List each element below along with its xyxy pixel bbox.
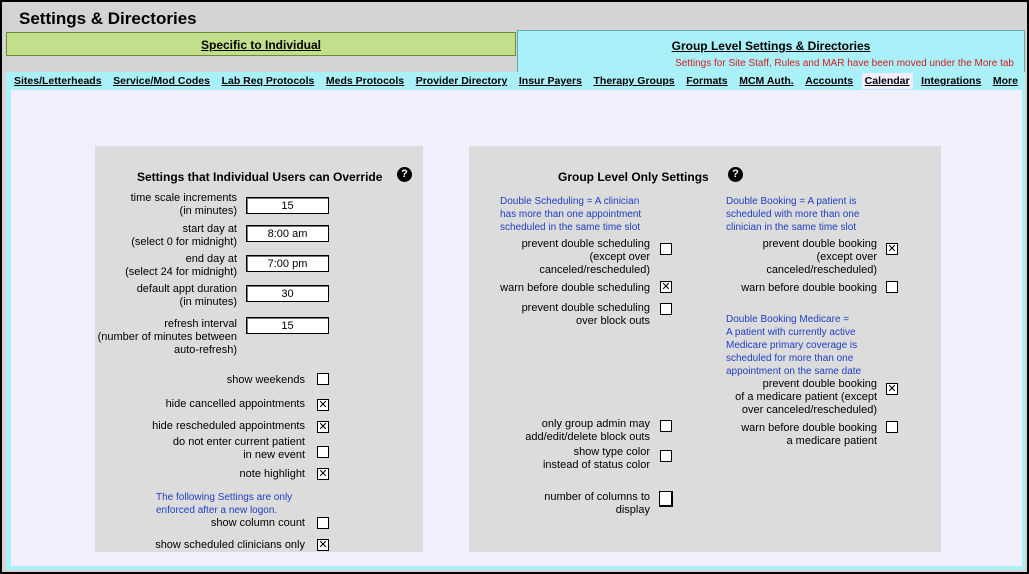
no-current-patient-checkbox[interactable] (317, 446, 329, 458)
appt-duration-label: default appt duration (in minutes) (136, 283, 237, 308)
refresh-interval-field[interactable] (246, 317, 329, 334)
num-columns-checkbox[interactable] (659, 491, 673, 507)
hide-rescheduled-label: hide rescheduled appointments (152, 420, 305, 432)
subtab-more[interactable]: More (992, 75, 1018, 87)
admin-block-outs-label: only group admin may add/edit/delete block outs (525, 418, 650, 443)
subtab-sites-letterheads[interactable]: Sites/Letterheads (14, 75, 102, 87)
group-moved-note: Settings for Site Staff, Rules and MAR have been moved under the More tab (675, 58, 1014, 69)
sub-tab-bar (11, 72, 1021, 90)
no-current-patient-label: do not enter current patient in new event (172, 436, 305, 461)
prevent-double-scheduling-label: prevent double scheduling (except over canceled/rescheduled) (521, 238, 650, 276)
type-color-checkbox[interactable] (660, 450, 672, 462)
subtab-provider-directory[interactable]: Provider Directory (415, 75, 508, 87)
tab-group-level-settings[interactable] (517, 30, 1025, 72)
tab-specific-to-individual[interactable]: Specific to Individual (6, 32, 516, 56)
prevent-double-booking-label: prevent double booking (except over canceled/rescheduled) (762, 238, 877, 276)
show-column-count-label: show column count (210, 517, 305, 529)
warn-double-scheduling-checkbox[interactable]: ✕ (661, 280, 671, 293)
calendar-settings-pane (11, 90, 1022, 566)
warn-double-booking-label: warn before double booking (741, 282, 877, 294)
hide-cancelled-label: hide cancelled appointments (165, 398, 305, 410)
note-highlight-label: note highlight (239, 468, 305, 480)
subtab-meds-protocols[interactable]: Meds Protocols (325, 75, 405, 87)
admin-block-outs-checkbox[interactable] (660, 420, 672, 432)
help-icon[interactable]: ? (397, 167, 412, 182)
prevent-medicare-label: prevent double booking of a medicare patient (except over canceled/rescheduled) (735, 378, 877, 416)
start-day-label: start day at (select 0 for midnight) (131, 223, 237, 248)
group-only-title: Group Level Only Settings (558, 170, 709, 184)
show-scheduled-checkbox[interactable]: ✕ (318, 538, 328, 551)
page-title: Settings & Directories (19, 9, 197, 28)
subtab-calendar[interactable]: Calendar (862, 73, 913, 89)
prevent-block-outs-checkbox[interactable] (660, 303, 672, 315)
help-icon[interactable]: ? (728, 167, 743, 182)
prevent-block-outs-label: prevent double scheduling over block outs (521, 302, 650, 327)
appt-duration-field[interactable] (246, 285, 329, 302)
warn-double-booking-checkbox[interactable] (886, 281, 898, 293)
user-override-panel (95, 146, 423, 552)
subtab-mcm-auth[interactable]: MCM Auth. (739, 75, 794, 87)
hide-rescheduled-checkbox[interactable]: ✕ (318, 420, 328, 433)
tab-group-level-label[interactable]: Group Level Settings & Directories (671, 39, 871, 53)
prevent-double-booking-checkbox[interactable]: ✕ (887, 242, 897, 255)
prevent-double-scheduling-checkbox[interactable] (660, 243, 672, 255)
end-day-label: end day at (select 24 for midnight) (125, 253, 237, 278)
warn-double-scheduling-label: warn before double scheduling (500, 282, 650, 294)
logon-note: The following Settings are only enforced after a new logon. (156, 492, 293, 516)
show-scheduled-label: show scheduled clinicians only (155, 539, 305, 551)
double-scheduling-definition: Double Scheduling = A clinician has more than one appointment scheduled in the same time slot (500, 196, 642, 233)
subtab-insur-payers[interactable]: Insur Payers (518, 75, 582, 87)
user-override-title: Settings that Individual Users can Override (137, 170, 383, 184)
refresh-interval-label: refresh interval (number of minutes between auto-refresh) (97, 318, 237, 356)
type-color-label: show type color instead of status color (542, 446, 650, 471)
warn-medicare-label: warn before double booking a medicare patient (741, 422, 877, 447)
subtab-formats[interactable]: Formats (686, 75, 728, 87)
show-weekends-label: show weekends (226, 374, 305, 386)
double-booking-definition: Double Booking = A patient is scheduled with more than one clinician in the same time slot (726, 196, 860, 233)
subtab-accounts[interactable]: Accounts (805, 75, 854, 87)
time-scale-field[interactable] (246, 197, 329, 214)
show-weekends-checkbox[interactable] (317, 373, 329, 385)
subtab-integrations[interactable]: Integrations (921, 75, 982, 87)
title-bar (4, 4, 1025, 30)
medicare-definition: Double Booking Medicare = A patient with currently active Medicare primary coverage is scheduled for more than one appointment on the same date (726, 314, 862, 377)
content-area (6, 72, 1025, 570)
hide-cancelled-checkbox[interactable]: ✕ (318, 398, 328, 411)
prevent-medicare-checkbox[interactable]: ✕ (887, 382, 897, 395)
end-day-field[interactable] (246, 255, 329, 272)
group-only-panel (469, 146, 941, 552)
subtab-service-mod-codes[interactable]: Service/Mod Codes (113, 75, 210, 87)
subtab-therapy-groups[interactable]: Therapy Groups (593, 75, 675, 87)
note-highlight-checkbox[interactable]: ✕ (318, 467, 328, 480)
time-scale-label: time scale increments (in minutes) (130, 192, 237, 217)
warn-medicare-checkbox[interactable] (886, 421, 898, 433)
show-column-count-checkbox[interactable] (317, 517, 329, 529)
start-day-field[interactable] (246, 225, 329, 242)
subtab-lab-req-protocols[interactable]: Lab Req Protocols (221, 75, 315, 87)
num-columns-label: number of columns to display (544, 491, 650, 516)
